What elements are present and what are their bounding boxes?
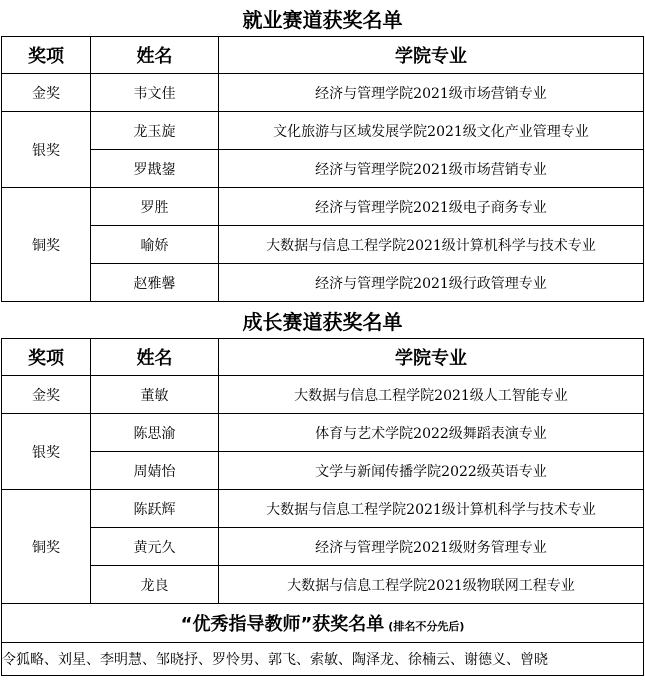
major-cell: 文学与新闻传播学院2022级英语专业 (219, 452, 644, 490)
section3-note: (排名不分先后) (388, 620, 465, 633)
name-cell: 韦文佳 (91, 74, 219, 112)
table-row (2, 528, 644, 566)
header-name: 姓名 (91, 37, 219, 74)
award-table (1, 0, 644, 676)
teacher-title-row (2, 604, 644, 643)
award-cell: 金奖 (2, 376, 91, 414)
section3-title-cell (2, 604, 644, 643)
table-header-row (2, 37, 644, 74)
award-cell: 银奖 (2, 414, 91, 490)
table-row (2, 264, 644, 302)
major-cell: 经济与管理学院2021级行政管理专业 (219, 264, 644, 302)
major-cell: 经济与管理学院2021级电子商务专业 (219, 188, 644, 226)
header-major: 学院专业 (219, 37, 644, 74)
table-row (2, 150, 644, 188)
table-header-row (2, 339, 644, 376)
name-cell: 罗胜 (91, 188, 219, 226)
major-cell: 体育与艺术学院2022级舞蹈表演专业 (219, 414, 644, 452)
major-cell: 经济与管理学院2021级财务管理专业 (219, 528, 644, 566)
table-row (2, 414, 644, 452)
name-cell: 喻娇 (91, 226, 219, 264)
major-cell: 经济与管理学院2021级市场营销专业 (219, 150, 644, 188)
table-row (2, 376, 644, 414)
name-cell: 龙玉旋 (91, 112, 219, 150)
name-cell: 罗戡鋆 (91, 150, 219, 188)
major-cell: 大数据与信息工程学院2021级计算机科学与技术专业 (219, 490, 644, 528)
major-cell: 大数据与信息工程学院2021级人工智能专业 (219, 376, 644, 414)
major-cell: 文化旅游与区域发展学院2021级文化产业管理专业 (219, 112, 644, 150)
header-name: 姓名 (91, 339, 219, 376)
name-cell: 陈思渝 (91, 414, 219, 452)
table-row (2, 566, 644, 604)
award-cell: 铜奖 (2, 188, 91, 302)
award-cell: 银奖 (2, 112, 91, 188)
name-cell: 赵雅馨 (91, 264, 219, 302)
header-award: 奖项 (2, 339, 91, 376)
major-cell: 大数据与信息工程学院2021级计算机科学与技术专业 (219, 226, 644, 264)
table-row (2, 226, 644, 264)
table-row (2, 188, 644, 226)
award-cell: 金奖 (2, 74, 91, 112)
name-cell: 周婧怡 (91, 452, 219, 490)
teacher-list: 令狐略、刘星、李明慧、邹晓抒、罗怜男、郭飞、索敏、陶泽龙、徐楠云、谢德义、曾晓 (2, 643, 644, 676)
name-cell: 董敏 (91, 376, 219, 414)
name-cell: 陈跃辉 (91, 490, 219, 528)
major-cell: 大数据与信息工程学院2021级物联网工程专业 (219, 566, 644, 604)
section1-title: 就业赛道获奖名单 (2, 0, 644, 37)
section-title-row (2, 302, 644, 339)
table-row (2, 112, 644, 150)
award-cell: 铜奖 (2, 490, 91, 604)
header-award: 奖项 (2, 37, 91, 74)
major-cell: 经济与管理学院2021级市场营销专业 (219, 74, 644, 112)
teacher-list-row (2, 643, 644, 676)
table-row (2, 74, 644, 112)
name-cell: 龙良 (91, 566, 219, 604)
section-title-row (2, 0, 644, 37)
table-row (2, 452, 644, 490)
name-cell: 黄元久 (91, 528, 219, 566)
header-major: 学院专业 (219, 339, 644, 376)
section3-title: “优秀指导教师”获奖名单 (180, 614, 385, 635)
table-row (2, 490, 644, 528)
section2-title: 成长赛道获奖名单 (2, 302, 644, 339)
